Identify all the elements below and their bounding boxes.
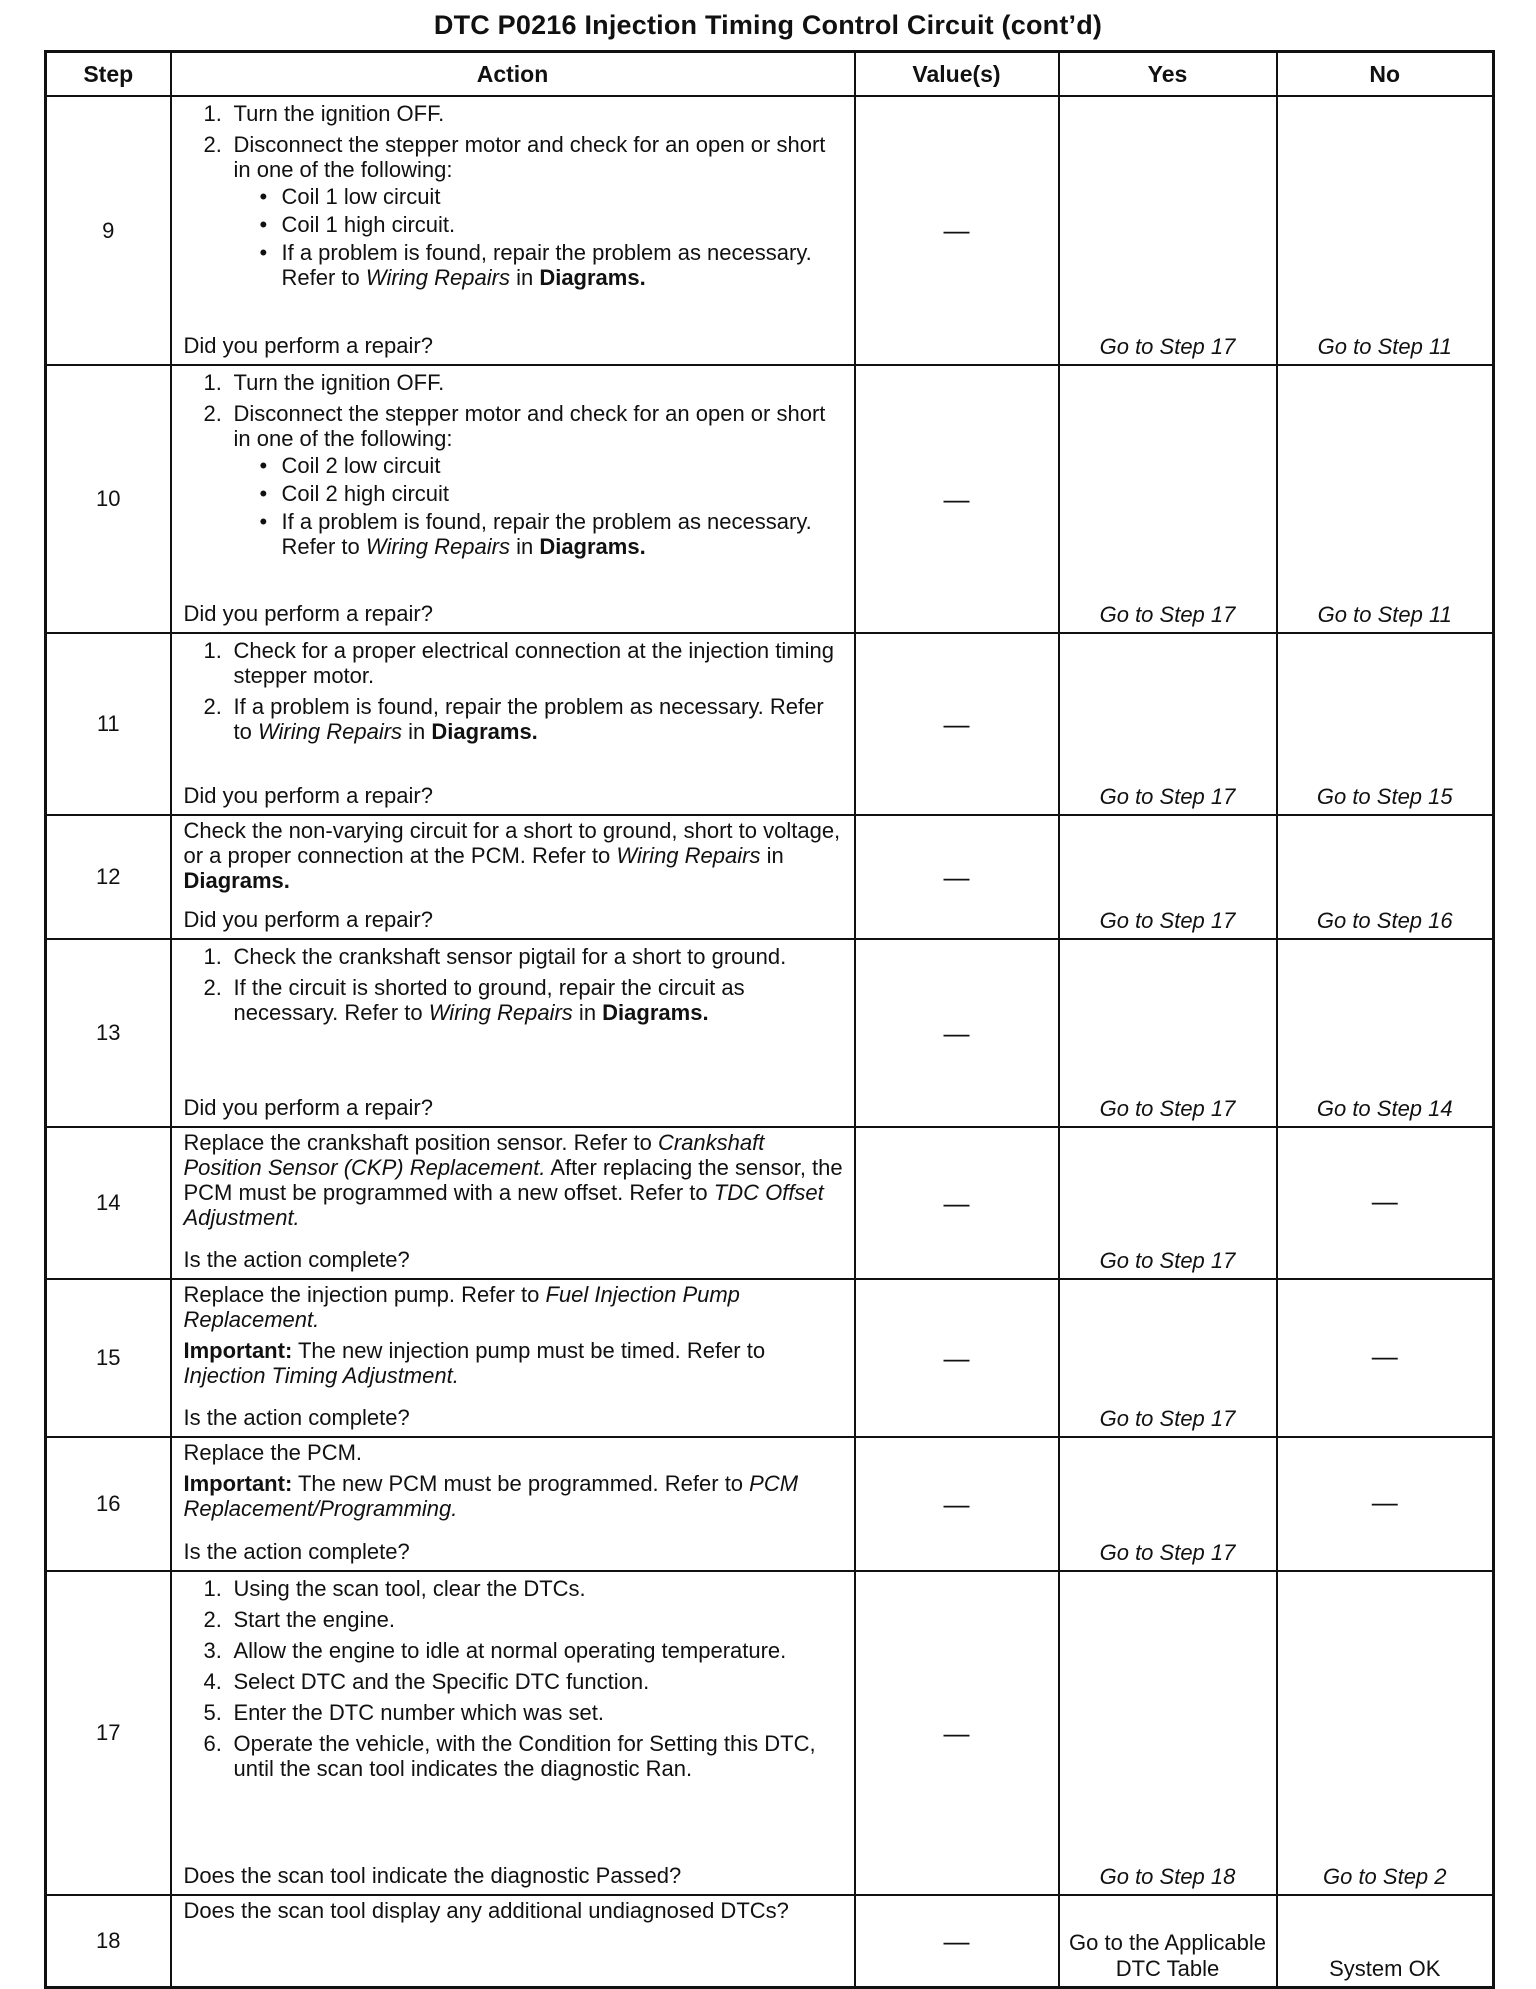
no-outcome: Go to Step 15 [1277, 633, 1494, 815]
action-list [184, 1576, 846, 1781]
bullet-item: • Coil 1 high circuit. [260, 212, 846, 237]
action-item: 1. Check the crankshaft sensor pigtail for a short to ground. [203, 944, 787, 969]
yes-outcome: Go to Step 17 [1059, 96, 1277, 365]
action-item: 1. Check for a proper electrical connection at the injection timing stepper motor. [203, 638, 834, 688]
no-outcome: Go to Step 11 [1277, 96, 1494, 365]
action-list [184, 944, 846, 1025]
step-number: 13 [46, 939, 171, 1127]
action-cell [171, 1895, 855, 1988]
action-cell [171, 1279, 855, 1437]
action-item: 2. Disconnect the stepper motor and check for an open or short in one of the following: • Coil 1 low circuit • Coil 1 high circuit. • If a problem is found, repair the problem as necessary. Refer to Wiring Repairs in Diagrams. [204, 132, 846, 290]
bullet-item: • Coil 2 low circuit [260, 453, 846, 478]
no-outcome: Go to Step 11 [1277, 365, 1494, 633]
reference-link: Injection Timing Adjustment. [183, 1363, 459, 1388]
no-outcome: Go to Step 16 [1277, 815, 1494, 939]
step-number: 10 [46, 365, 171, 633]
bullet-list [234, 184, 846, 290]
diagnostic-table [44, 50, 1495, 1989]
table-row [46, 1127, 1494, 1279]
yes-outcome: Go to Step 17 [1059, 1279, 1277, 1437]
question-text: Does the scan tool display any additional undiagnosed DTCs? [183, 1898, 789, 1923]
question-text: Is the action complete? [183, 1405, 410, 1430]
step-number: 11 [46, 633, 171, 815]
no-outcome: System OK [1277, 1895, 1494, 1988]
reference-link: Wiring Repairs [257, 719, 403, 744]
step-number: 14 [46, 1127, 171, 1279]
action-list [184, 370, 846, 559]
value-cell: — [855, 1895, 1059, 1988]
action-item: 3. Allow the engine to idle at normal operating temperature. [203, 1638, 787, 1663]
action-item: 4. Select DTC and the Specific DTC function. [203, 1669, 650, 1694]
important-note: Important: The new PCM must be programmed. Refer to PCM Replacement/Programming. [183, 1471, 799, 1521]
question-text: Did you perform a repair? [183, 783, 433, 808]
header-values: Value(s) [855, 52, 1059, 97]
action-item: 1. Turn the ignition OFF. [203, 370, 445, 395]
yes-outcome: Go to Step 17 [1059, 1127, 1277, 1279]
value-cell: — [855, 815, 1059, 939]
table-row [46, 1895, 1494, 1988]
action-list [184, 638, 846, 744]
action-item: 2. If a problem is found, repair the problem as necessary. Refer to Wiring Repairs in Diagrams. [203, 694, 824, 744]
action-cell [171, 1437, 855, 1571]
question-text: Did you perform a repair? [183, 1095, 433, 1120]
no-outcome: — [1277, 1279, 1494, 1437]
header-action: Action [171, 52, 855, 97]
step-number: 18 [46, 1895, 171, 1988]
step-number: 9 [46, 96, 171, 365]
question-text: Does the scan tool indicate the diagnostic Passed? [183, 1863, 682, 1888]
no-outcome: — [1277, 1127, 1494, 1279]
step-number: 15 [46, 1279, 171, 1437]
reference-link: Wiring Repairs [616, 843, 761, 868]
yes-outcome: Go to the Applicable DTC Table [1059, 1895, 1277, 1988]
action-cell [171, 1127, 855, 1279]
header-step: Step [46, 52, 171, 97]
action-paragraph: Replace the PCM. [183, 1440, 363, 1465]
table-row [46, 365, 1494, 633]
table-row [46, 815, 1494, 939]
question-text: Is the action complete? [183, 1539, 410, 1564]
header-no: No [1277, 52, 1494, 97]
yes-outcome: Go to Step 17 [1059, 1437, 1277, 1571]
no-outcome: Go to Step 14 [1277, 939, 1494, 1127]
bullet-item: • If a problem is found, repair the problem as necessary. Refer to Wiring Repairs in Diagrams. [260, 509, 846, 559]
reference-link: TDC Offset Adjustment. [183, 1180, 824, 1230]
value-cell: — [855, 96, 1059, 365]
table-row [46, 939, 1494, 1127]
value-cell: — [855, 365, 1059, 633]
reference-link: Wiring Repairs [365, 534, 510, 559]
question-text: Did you perform a repair? [183, 601, 433, 626]
reference-link: Crankshaft Position Sensor (CKP) Replacement. [183, 1130, 765, 1180]
table-row [46, 1279, 1494, 1437]
reference-link: Fuel Injection Pump Replacement. [183, 1282, 740, 1332]
value-cell: — [855, 1571, 1059, 1895]
step-number: 17 [46, 1571, 171, 1895]
value-cell: — [855, 633, 1059, 815]
action-paragraph: Check the non-varying circuit for a short to ground, short to voltage, or a proper connection at the PCM. Refer to Wiring Repairs in Diagrams. [183, 818, 841, 893]
yes-outcome: Go to Step 17 [1059, 633, 1277, 815]
action-item: 2. If the circuit is shorted to ground, repair the circuit as necessary. Refer to Wiring Repairs in Diagrams. [203, 975, 745, 1025]
yes-outcome: Go to Step 17 [1059, 815, 1277, 939]
question-text: Did you perform a repair? [183, 333, 433, 358]
header-yes: Yes [1059, 52, 1277, 97]
action-paragraph: Replace the crankshaft position sensor. Refer to Crankshaft Position Sensor (CKP) Replacement. After replacing the sensor, the PCM must be programmed with a new offset. Refer to TDC Offset Adjustment. [183, 1130, 843, 1230]
value-cell: — [855, 1437, 1059, 1571]
bullet-list [234, 453, 846, 559]
question-text: Is the action complete? [183, 1247, 410, 1272]
bullet-item: • Coil 2 high circuit [260, 481, 846, 506]
action-list [184, 101, 846, 290]
bullet-item: • If a problem is found, repair the problem as necessary. Refer to Wiring Repairs in Diagrams. [260, 240, 846, 290]
action-item: 6. Operate the vehicle, with the Condition for Setting this DTC, until the scan tool indicates the diagnostic Ran. [203, 1731, 816, 1781]
no-outcome: Go to Step 2 [1277, 1571, 1494, 1895]
action-cell [171, 815, 855, 939]
yes-outcome: Go to Step 17 [1059, 939, 1277, 1127]
table-header-row [46, 52, 1494, 97]
reference-link: PCM Replacement/Programming. [183, 1471, 799, 1521]
document-title: DTC P0216 Injection Timing Control Circuit (cont’d) [433, 10, 1103, 40]
reference-link: Wiring Repairs [365, 265, 510, 290]
bullet-item: • Coil 1 low circuit [260, 184, 846, 209]
action-cell [171, 939, 855, 1127]
step-number: 12 [46, 815, 171, 939]
table-row [46, 633, 1494, 815]
yes-outcome: Go to Step 17 [1059, 365, 1277, 633]
action-cell [171, 96, 855, 365]
question-text: Did you perform a repair? [183, 907, 433, 932]
action-item: 1. Using the scan tool, clear the DTCs. [203, 1576, 586, 1601]
reference-link: Wiring Repairs [428, 1000, 573, 1025]
action-item: 1. Turn the ignition OFF. [203, 101, 445, 126]
action-paragraph: Replace the injection pump. Refer to Fuel Injection Pump Replacement. [183, 1282, 740, 1332]
table-row [46, 1437, 1494, 1571]
action-cell [171, 365, 855, 633]
yes-outcome: Go to Step 18 [1059, 1571, 1277, 1895]
action-cell [171, 633, 855, 815]
action-cell [171, 1571, 855, 1895]
value-cell: — [855, 1279, 1059, 1437]
value-cell: — [855, 1127, 1059, 1279]
value-cell: — [855, 939, 1059, 1127]
action-item: 5. Enter the DTC number which was set. [203, 1700, 604, 1725]
table-row [46, 96, 1494, 365]
no-outcome: — [1277, 1437, 1494, 1571]
table-row [46, 1571, 1494, 1895]
important-note: Important: The new injection pump must be timed. Refer to Injection Timing Adjustment. [183, 1338, 766, 1388]
step-number: 16 [46, 1437, 171, 1571]
action-item: 2. Start the engine. [203, 1607, 395, 1632]
action-item: 2. Disconnect the stepper motor and check for an open or short in one of the following: • Coil 2 low circuit • Coil 2 high circuit • If a problem is found, repair the problem as necessary. Refer to Wiring Repairs in Diagrams. [204, 401, 846, 559]
